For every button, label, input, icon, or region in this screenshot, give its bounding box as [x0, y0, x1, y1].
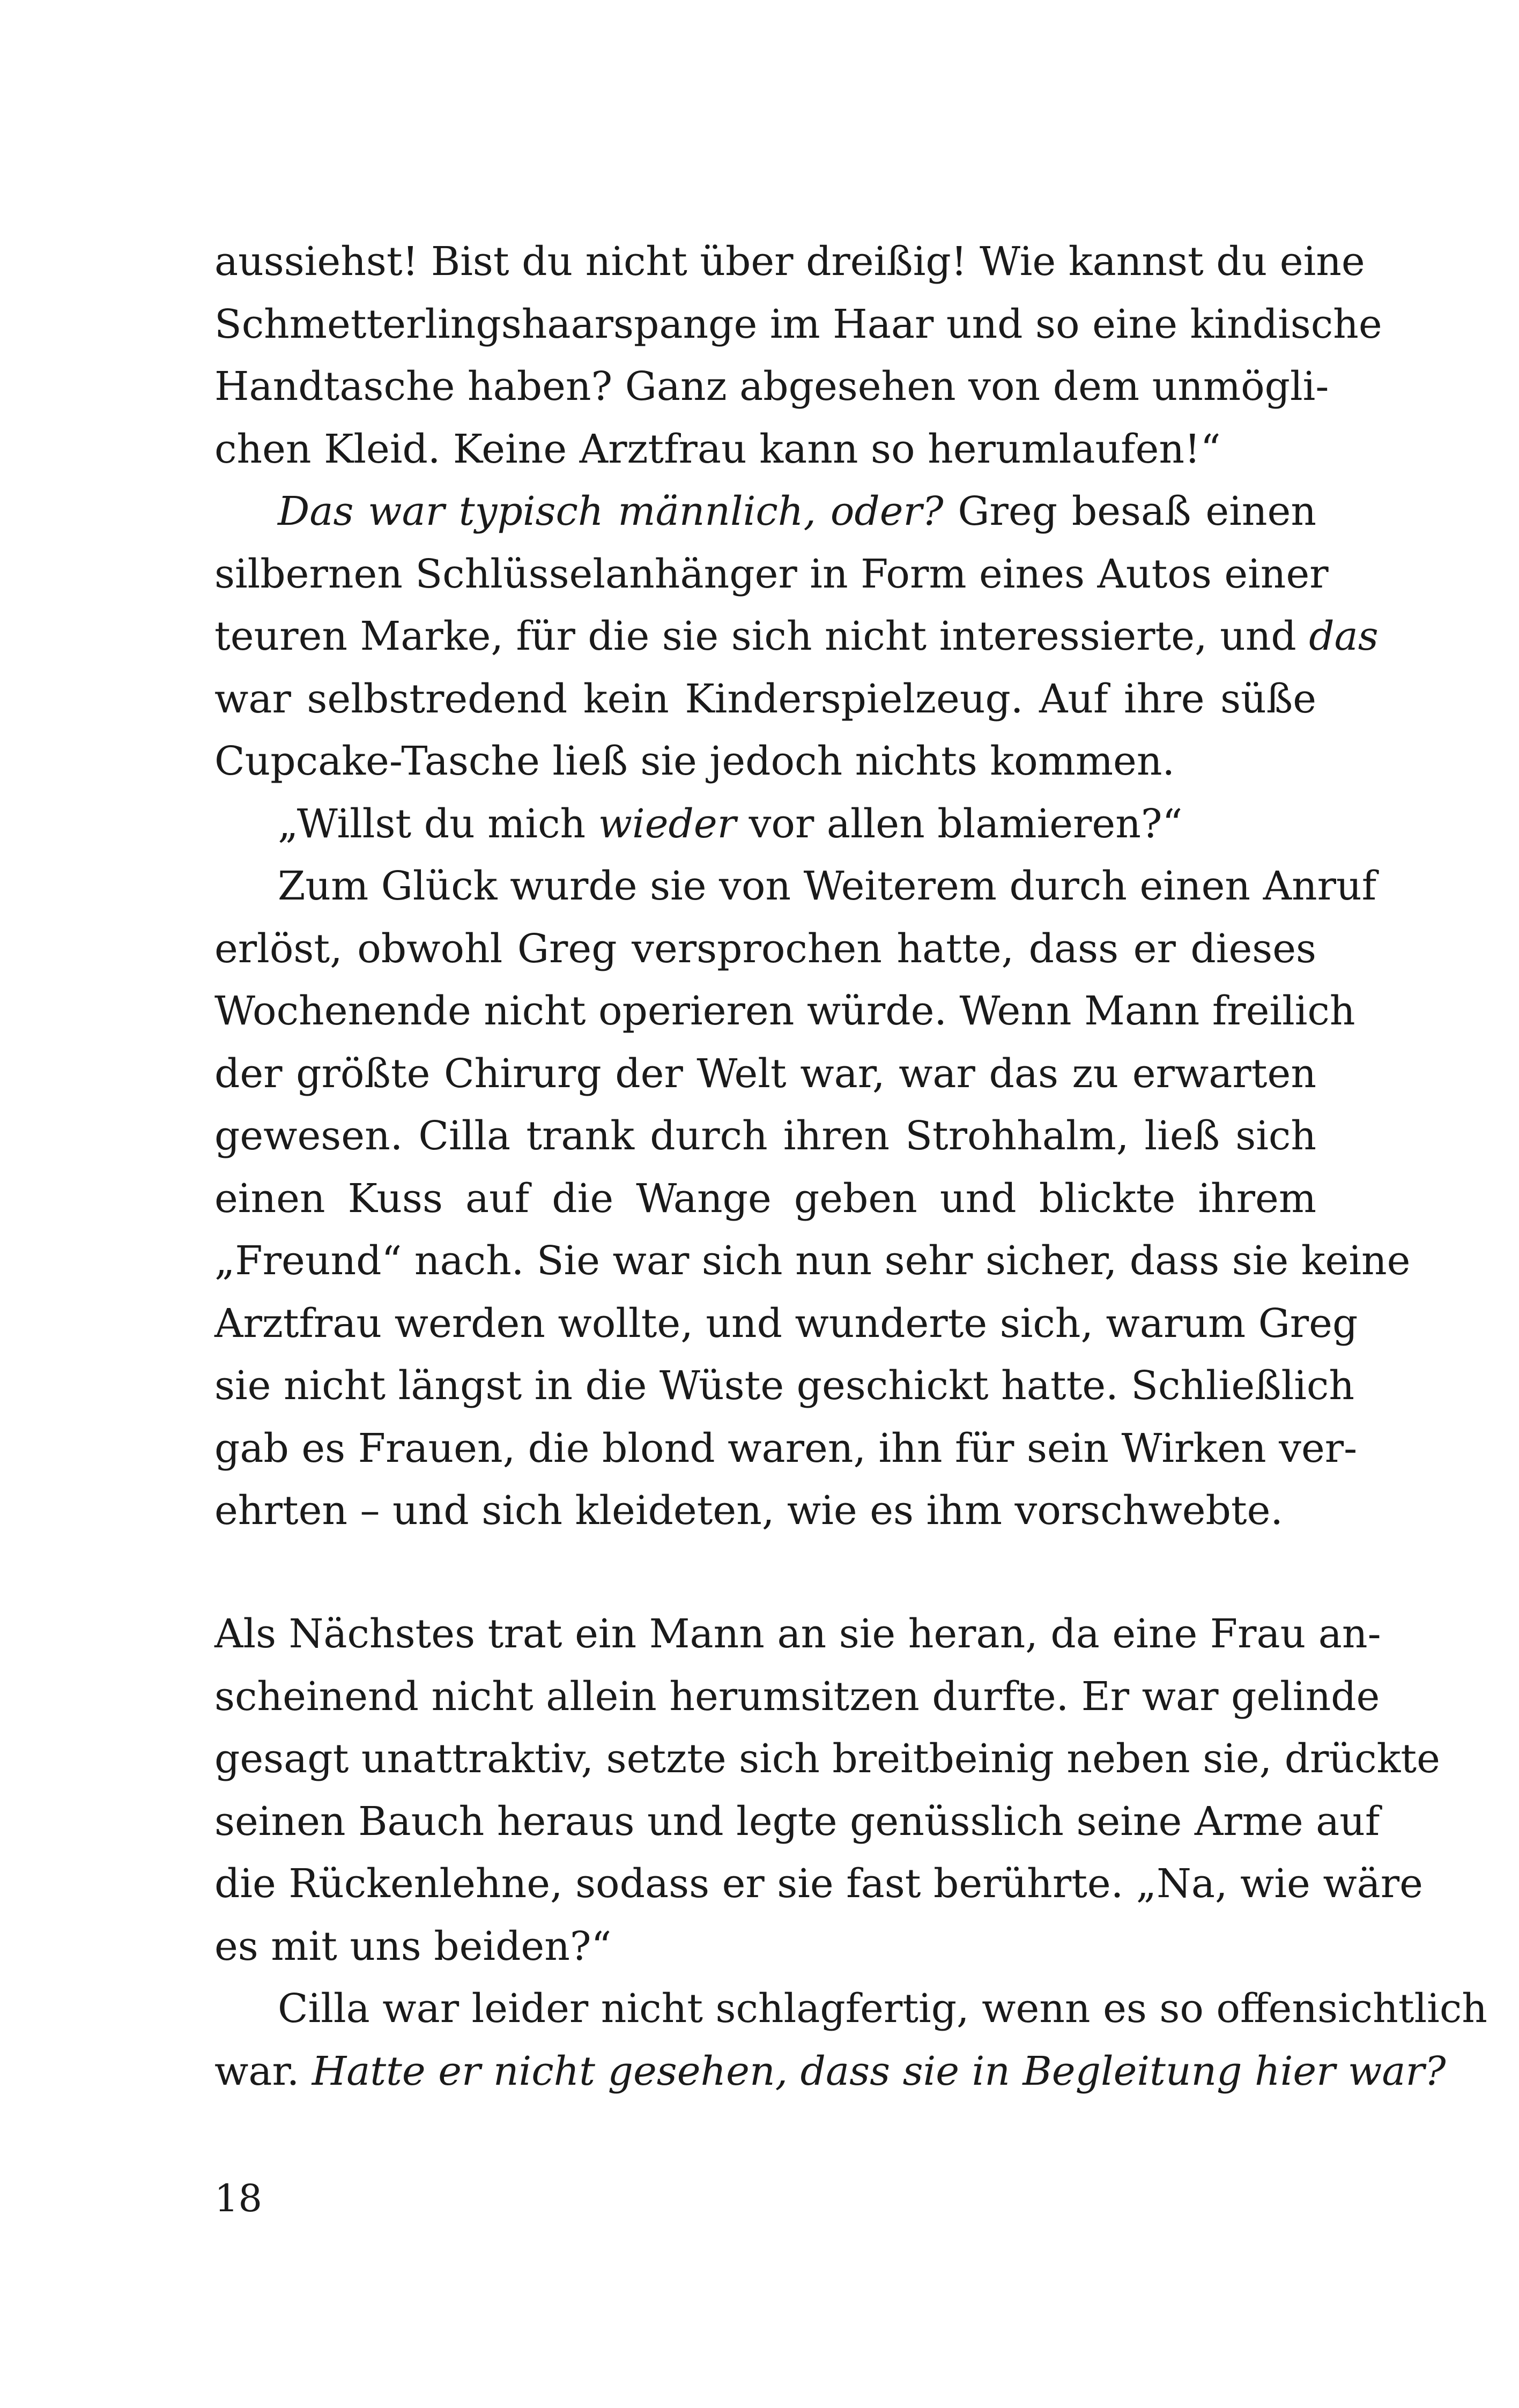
- text-line: Cupcake-Tasche ließ sie jedoch nichts kommen.: [214, 738, 1175, 784]
- text-line: „Freund“ nach. Sie war sich nun sehr sicher, dass sie keine: [214, 1238, 1411, 1284]
- text-line: Als Nächstes trat ein Mann an sie heran, da eine Frau an-: [214, 1611, 1381, 1657]
- text-line: gewesen. Cilla trank durch ihren Strohhalm, ließ sich: [214, 1113, 1316, 1159]
- text-section-b: [214, 1603, 1487, 2102]
- text-line: es mit uns beiden?“: [214, 1923, 612, 1969]
- text-run: teuren Marke, für die sie sich nicht interessierte, und: [214, 613, 1309, 659]
- text-line: gesagt unattraktiv, setzte sich breitbeinig neben sie, drückte: [214, 1736, 1440, 1782]
- text-line: Wochenende nicht operieren würde. Wenn Mann freilich: [214, 988, 1355, 1034]
- text-line: chen Kleid. Keine Arztfrau kann so herumlaufen!“: [214, 426, 1221, 472]
- text-line: sie nicht längst in die Wüste geschickt hatte. Schließlich: [214, 1363, 1354, 1409]
- paragraph-5: [214, 1603, 1440, 1978]
- text-line: aussiehst! Bist du nicht über dreißig! Wie kannst du eine: [214, 239, 1365, 285]
- italic-thought: Das war typisch männlich, oder?: [278, 488, 944, 534]
- paragraph-4: [214, 855, 1411, 1542]
- italic-thought: Hatte er nicht gesehen, dass sie in Begleitung hier war?: [312, 2048, 1446, 2094]
- text-line: [214, 480, 1316, 543]
- paragraph-1: [214, 231, 1382, 480]
- paragraph-3: [214, 793, 1316, 856]
- italic-emphasis: wieder: [598, 800, 737, 847]
- text-line: der größte Chirurg der Welt war, war das zu erwarten: [214, 1050, 1316, 1097]
- text-line: erlöst, obwohl Greg versprochen hatte, dass er dieses: [214, 925, 1316, 972]
- text-line: Handtasche haben? Ganz abgesehen von dem unmögli-: [214, 363, 1329, 410]
- text-line: einen Kuss auf die Wange geben und blickte ihrem: [214, 1175, 1316, 1222]
- text-line: die Rückenlehne, sodass er sie fast berührte. „Na, wie wäre: [214, 1861, 1423, 1907]
- text-run: „Willst du mich: [278, 800, 598, 847]
- text-line: ehrten – und sich kleideten, wie es ihm vorschwebte.: [214, 1488, 1283, 1534]
- text-run: war.: [214, 2048, 312, 2094]
- text-line: silbernen Schlüsselanhänger in Form eines Autos einer: [214, 551, 1329, 597]
- text-line: war selbstredend kein Kinderspielzeug. Auf ihre süße: [214, 675, 1316, 722]
- text-line: Schmetterlingshaarspange im Haar und so eine kindische: [214, 301, 1382, 347]
- text-line: seinen Bauch heraus und legte genüsslich seine Arme auf: [214, 1798, 1380, 1845]
- text-line: [214, 2040, 1446, 2103]
- text-line: [214, 793, 1316, 856]
- text-run: Greg besaß einen: [943, 488, 1316, 534]
- text-line: Arztfrau werden wollte, und wunderte sich, warum Greg: [214, 1300, 1358, 1347]
- text-line: gab es Frauen, die blond waren, ihn für sein Wirken ver-: [214, 1425, 1358, 1471]
- text-line: Cilla war leider nicht schlagfertig, wenn es so offensichtlich: [278, 1986, 1487, 2032]
- text-run: vor allen blamieren?“: [736, 800, 1183, 847]
- paragraph-2: [214, 480, 1379, 793]
- text-section-a: [214, 231, 1411, 1542]
- text-line: scheinend nicht allein herumsitzen durfte. Er war gelinde: [214, 1673, 1380, 1720]
- italic-emphasis: das: [1309, 613, 1379, 659]
- text-line: Zum Glück wurde sie von Weiterem durch einen Anruf: [278, 863, 1377, 909]
- text-line: [214, 605, 1379, 668]
- page-number: 18: [214, 2176, 263, 2220]
- paragraph-6: [214, 1978, 1487, 2102]
